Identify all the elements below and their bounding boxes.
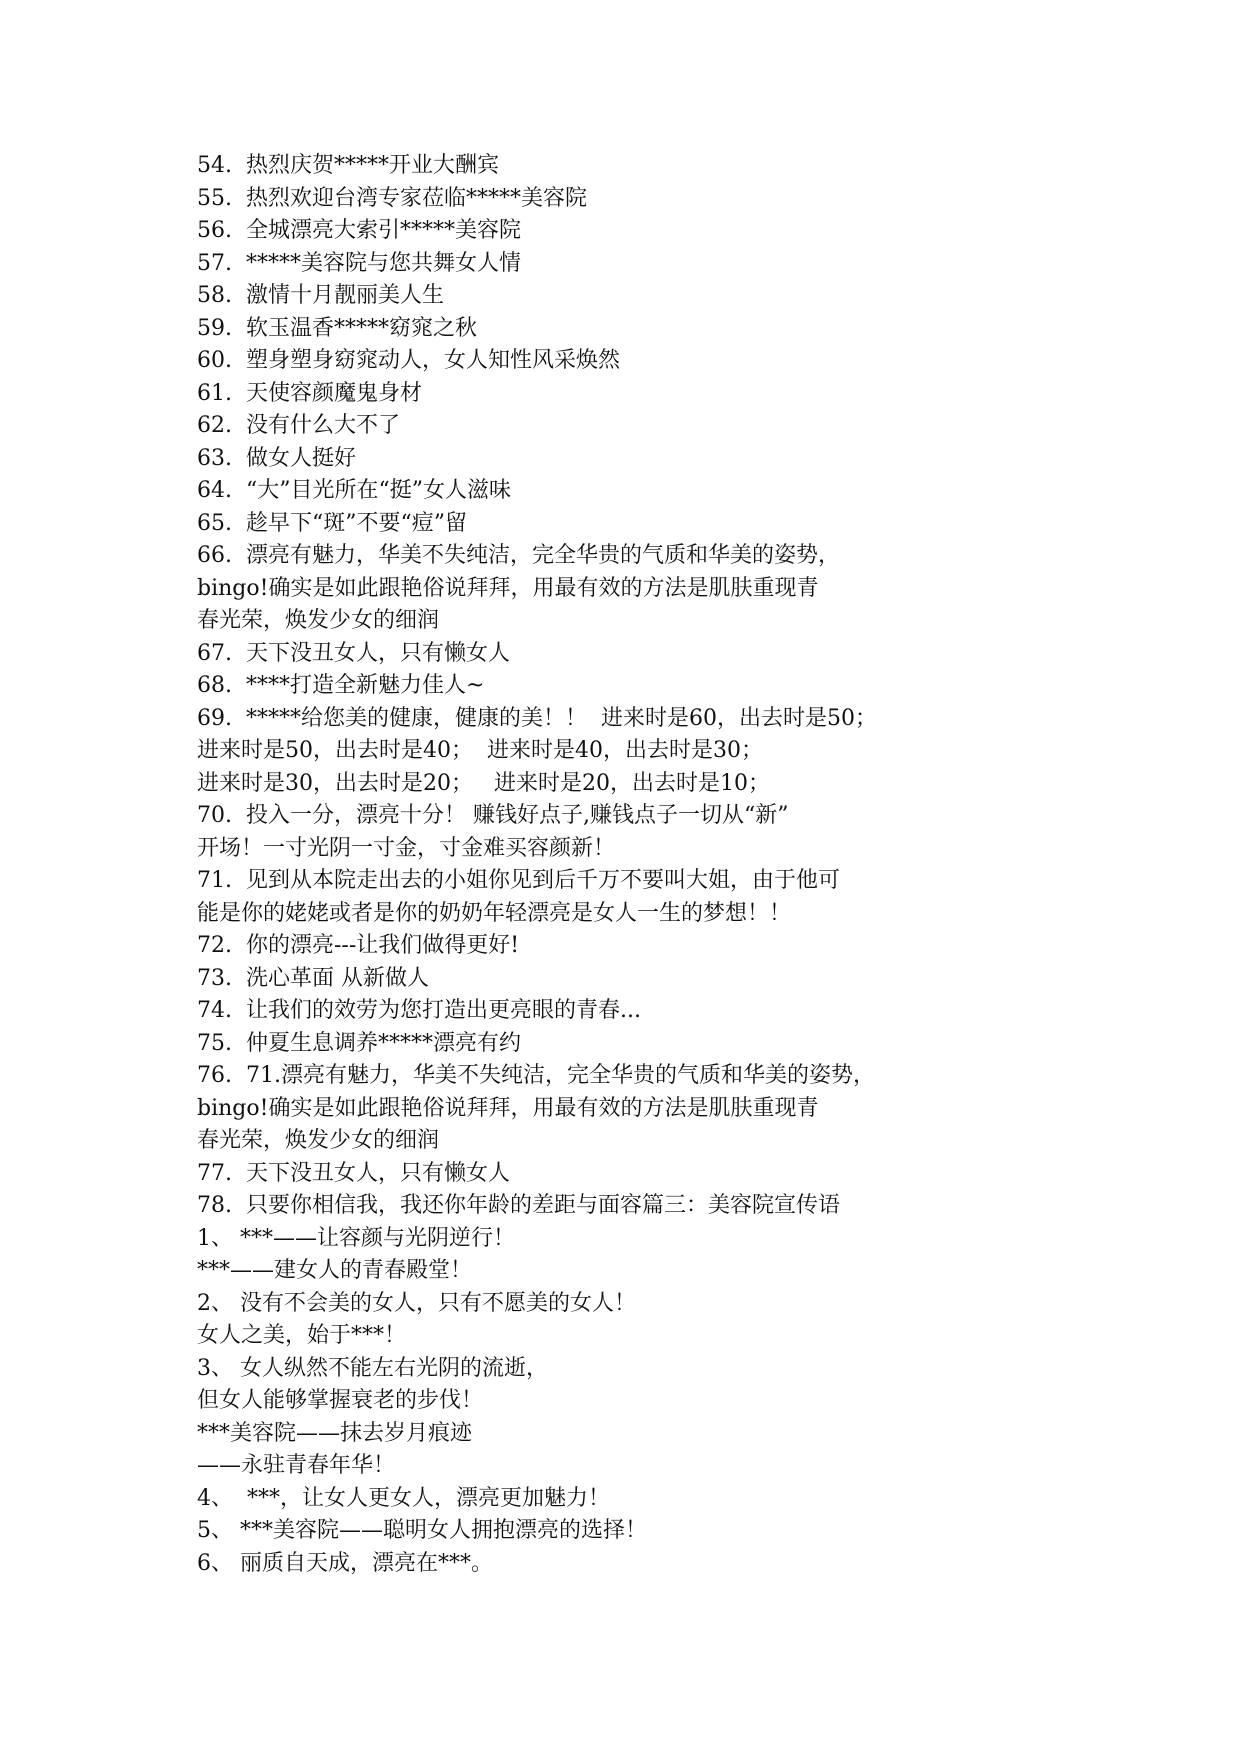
text-line: 6、 丽质自天成，漂亮在***。 [197,1550,493,1576]
text-line: 2、 没有不会美的女人，只有不愿美的女人！ [197,1290,636,1316]
text-line: 60. 塑身塑身窈窕动人，女人知性风采焕然 [197,348,620,373]
text-line: 61. 天使容颜魔鬼身材 [197,380,422,406]
text-line: 但女人能够掌握衰老的步伐！ [197,1388,484,1413]
text-line: 58. 激情十月靓丽美人生 [197,283,444,308]
text-line: 62. 没有什么大不了 [197,413,400,438]
text-line: 69. *****给您美的健康，健康的美！！ 进来时是60，出去时是50； [197,705,877,731]
text-line: 63. 做女人挺好 [197,445,356,471]
text-line: ***美容院——抹去岁月痕迹 [197,1420,473,1446]
text-line: 74. 让我们的效劳为您打造出更亮眼的青春... [197,998,641,1023]
text-line: 54. 热烈庆贺*****开业大酬宾 [197,153,499,178]
document-page [197,150,1177,1580]
text-line: 春光荣，焕发少女的细润 [197,1128,440,1153]
text-line: 73. 洗心革面 从新做人 [197,965,429,991]
text-line: 4、 ***，让女人更女人，漂亮更加魅力！ [197,1485,610,1511]
text-line: 70. 投入一分，漂亮十分！ 赚钱好点子,赚钱点子一切从“新” [197,803,789,828]
text-line: 75. 仲夏生息调养*****漂亮有约 [197,1030,521,1056]
text-line: 59. 软玉温香*****窈窕之秋 [197,315,477,341]
text-line: ——永驻青春年华！ [197,1453,396,1478]
text-line: 进来时是50，出去时是40； 进来时是40，出去时是30； [197,738,763,763]
text-line: 女人之美，始于***！ [197,1323,407,1348]
text-line: 进来时是30，出去时是20； 进来时是20，出去时是10； [197,770,770,796]
text-line: 56. 全城漂亮大索引*****美容院 [197,218,521,243]
text-line: ***——建女人的青春殿堂！ [197,1258,473,1283]
text-line: 67. 天下没丑女人，只有懒女人 [197,640,510,666]
text-line: 68. ****打造全新魅力佳人~ [197,673,485,698]
text-line: 57. *****美容院与您共舞女人情 [197,250,521,276]
text-line: 77. 天下没丑女人，只有懒女人 [197,1160,510,1186]
text-line: 72. 你的漂亮---让我们做得更好! [197,933,520,958]
text-line: bingo!确实是如此跟艳俗说拜拜，用最有效的方法是肌肤重现青 [197,1095,819,1121]
text-line: 71. 见到从本院走出去的小姐你见到后千万不要叫大姐，由于他可 [197,868,840,893]
text-line: 76. 71.漂亮有魅力，华美不失纯洁，完全华贵的气质和华美的姿势， [197,1063,875,1088]
text-line: bingo!确实是如此跟艳俗说拜拜，用最有效的方法是肌肤重现青 [197,575,819,601]
text-line: 64. “大”目光所在“挺”女人滋味 [197,478,511,503]
text-line: 春光荣，焕发少女的细润 [197,608,440,633]
text-line: 66. 漂亮有魅力，华美不失纯洁，完全华贵的气质和华美的姿势， [197,543,840,568]
text-line: 55. 热烈欢迎台湾专家莅临*****美容院 [197,185,587,211]
text-line: 65. 趁早下“斑”不要“痘”留 [197,510,467,536]
text-line: 1、 ***——让容颜与光阴逆行！ [197,1225,515,1251]
text-line: 能是你的姥姥或者是你的奶奶年轻漂亮是女人一生的梦想！！ [197,900,792,926]
text-line: 78. 只要你相信我，我还你年龄的差距与面容篇三：美容院宣传语 [197,1193,840,1218]
text-line: 5、 ***美容院——聪明女人拥抱漂亮的选择！ [197,1518,647,1543]
text-line: 3、 女人纵然不能左右光阴的流逝， [197,1355,548,1381]
text-line: 开场！一寸光阴一寸金，寸金难买容颜新！ [197,835,616,861]
